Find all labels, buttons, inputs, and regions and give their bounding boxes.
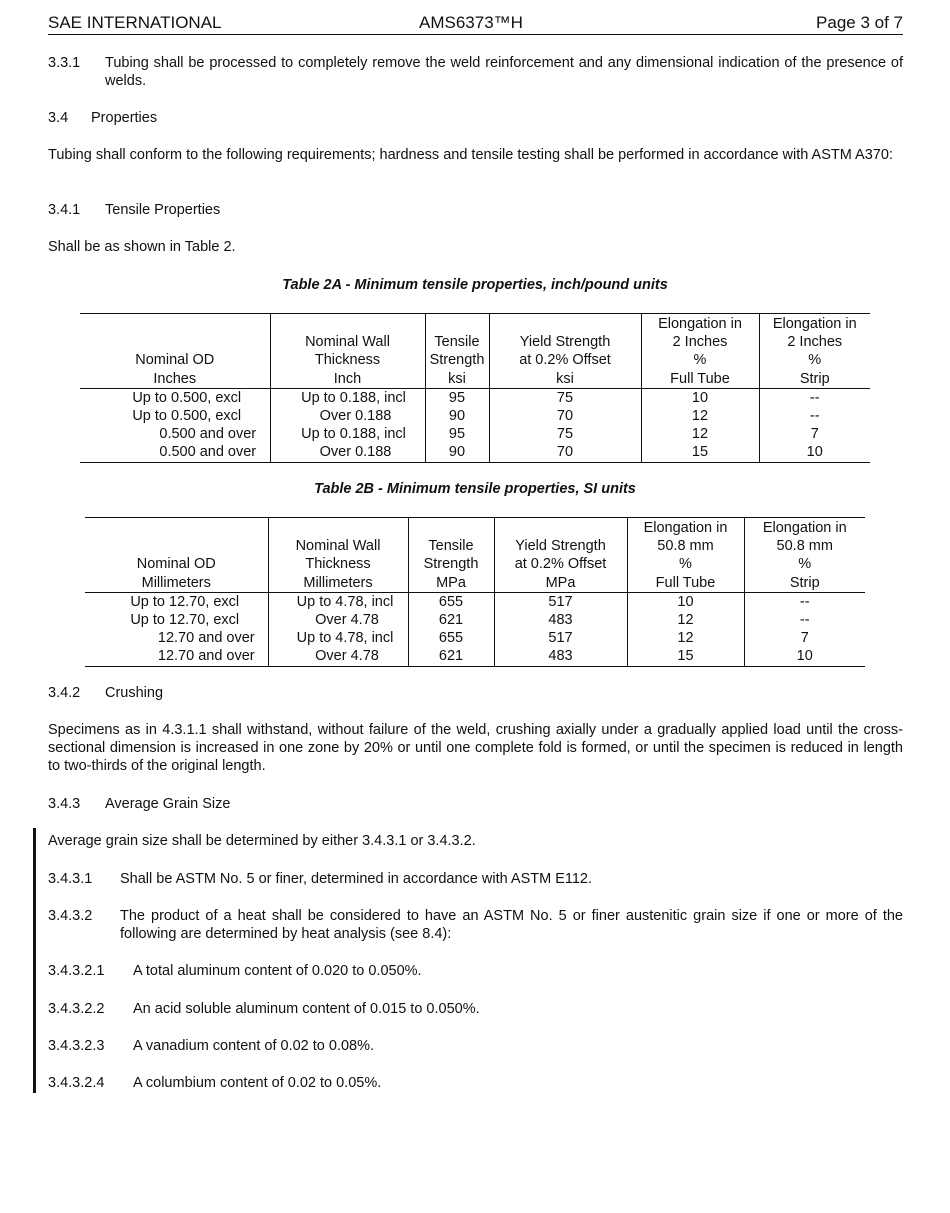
column-header-line: % [808, 352, 822, 369]
cell-elongation-full-tube: 15 [641, 443, 759, 462]
column-header-line: ksi [448, 370, 466, 387]
section-heading: Properties [91, 110, 158, 126]
section-number: 3.4.1 [48, 202, 81, 218]
column-header-line [85, 537, 268, 555]
table-row [85, 629, 865, 647]
table-2a-caption: Table 2A - Minimum tensile properties, inch/pound units [282, 277, 668, 293]
section-3-4-3-2-2-text: An acid soluble aluminum content of 0.015 to 0.050%. [133, 1001, 480, 1017]
table-2a [80, 313, 870, 463]
cell-elongation-full-tube: 12 [627, 611, 744, 629]
column-header-elongation-full-tube [627, 518, 744, 593]
column-header-line: Thickness [314, 352, 381, 369]
column-header-line: Inches [153, 370, 197, 387]
cell-yield-strength: 517 [494, 592, 627, 611]
section-3-4-3-2-3-text: A vanadium content of 0.02 to 0.08%. [133, 1038, 375, 1054]
cell-elongation-full-tube: 10 [627, 592, 744, 611]
column-header-line: ksi [556, 370, 574, 387]
cell-nominal-wall: Over 0.188 [270, 407, 425, 425]
column-header-line [269, 519, 408, 537]
column-header-line: Nominal Wall [305, 334, 390, 351]
section-3-4-text: Tubing shall conform to the following requirements; hardness and tensile testing shall be performed in accordance with ASTM A370: [48, 147, 893, 163]
column-header-nominal-od [85, 518, 268, 593]
cell-tensile-strength: 621 [408, 647, 494, 666]
section-3-4-3-2-1-text: A total aluminum content of 0.020 to 0.050%. [133, 963, 422, 979]
cell-yield-strength: 517 [494, 629, 627, 647]
column-header-elongation-strip [744, 518, 865, 593]
table-row [85, 647, 865, 666]
column-header-line: Millimeters [141, 574, 211, 591]
section-3-4-3-2-text: The product of a heat shall be considered to have an ASTM No. 5 or finer austenitic grain size if one or more of the following are determined by heat analysis (see 8.4): [120, 908, 903, 942]
column-header-line: Elongation in [643, 520, 728, 536]
column-header-yield-strength [494, 518, 627, 593]
column-header-line [426, 315, 489, 333]
column-header-line: Tensile [428, 538, 474, 555]
table-row [80, 388, 870, 407]
cell-elongation-strip: 7 [800, 630, 809, 647]
cell-tensile-strength: 90 [425, 407, 489, 425]
cell-nominal-od: Up to 0.500, excl [80, 407, 270, 425]
document-id: AMS6373™H [419, 13, 523, 32]
cell-elongation-full-tube: 10 [641, 388, 759, 407]
cell-yield-strength: 75 [489, 425, 641, 443]
column-header-tensile-strength [408, 518, 494, 593]
cell-elongation-strip: -- [809, 389, 820, 406]
section-number: 3.3.1 [48, 55, 81, 71]
cell-elongation-strip: 10 [796, 648, 813, 665]
section-number: 3.4.3.2.2 [48, 1001, 105, 1017]
page-number: Page 3 of 7 [816, 13, 903, 32]
column-header-line [495, 519, 627, 537]
cell-nominal-wall: Up to 4.78, incl [268, 629, 408, 647]
column-header-line: % [798, 556, 812, 573]
column-header-line: Tensile [434, 334, 480, 351]
cell-nominal-wall: Over 4.78 [268, 611, 408, 629]
section-3-4-2-text: Specimens as in 4.3.1.1 shall withstand, without failure of the weld, crushing axially under a gradually applied load until the cross-sectional dimension is increased in one zone by 20% or until one complete fold is formed, or until the specimen is reduced in length to two-thirds of the original length. [48, 722, 903, 774]
column-header-line: at 0.2% Offset [514, 556, 607, 573]
column-header-line: Elongation in [658, 316, 742, 332]
cell-tensile-strength: 655 [408, 629, 494, 647]
cell-elongation-full-tube: 12 [641, 407, 759, 425]
column-header-line: Strength [423, 556, 479, 573]
cell-nominal-od: Up to 12.70, excl [85, 592, 268, 611]
cell-nominal-wall: Up to 4.78, incl [268, 592, 408, 611]
column-header-line: Elongation in [762, 520, 847, 536]
column-header-line: MPa [545, 574, 576, 591]
section-heading: Average Grain Size [105, 796, 231, 812]
cell-tensile-strength: 95 [425, 388, 489, 407]
cell-yield-strength: 70 [489, 407, 641, 425]
cell-tensile-strength: 95 [425, 425, 489, 443]
cell-nominal-od: Up to 12.70, excl [85, 611, 268, 629]
column-header-elongation-strip [759, 314, 870, 389]
column-header-line: Yield Strength [515, 538, 606, 555]
table-row [85, 611, 865, 629]
column-header-line [80, 315, 270, 333]
table-row [80, 407, 870, 425]
cell-nominal-wall: Up to 0.188, incl [270, 388, 425, 407]
column-header-nominal-wall [268, 518, 408, 593]
cell-elongation-full-tube: 15 [627, 647, 744, 666]
table-row [80, 425, 870, 443]
cell-tensile-strength: 655 [408, 592, 494, 611]
section-3-4-3-2-4-text: A columbium content of 0.02 to 0.05%. [133, 1075, 382, 1091]
column-header-line: Millimeters [303, 574, 373, 591]
cell-nominal-od: 0.500 and over [80, 425, 270, 443]
column-header-elongation-full-tube [641, 314, 759, 389]
column-header-line: Yield Strength [519, 334, 611, 351]
table-2b-caption: Table 2B - Minimum tensile properties, SI units [314, 481, 636, 497]
column-header-tensile-strength [425, 314, 489, 389]
column-header-nominal-od [80, 314, 270, 389]
section-heading: Crushing [105, 685, 164, 701]
section-3-4-3-text: Average grain size shall be determined by either 3.4.3.1 or 3.4.3.2. [48, 833, 476, 849]
column-header-line: at 0.2% Offset [519, 352, 611, 369]
section-number: 3.4 [48, 110, 69, 126]
cell-nominal-od: 12.70 and over [85, 629, 268, 647]
section-number: 3.4.3.2.3 [48, 1038, 105, 1054]
section-3-4-3-1-text: Shall be ASTM No. 5 or finer, determined in accordance with ASTM E112. [120, 871, 593, 887]
column-header-line [271, 315, 425, 333]
column-header-line [490, 315, 641, 333]
column-header-line: Strip [799, 370, 830, 387]
column-header-line [409, 519, 494, 537]
cell-elongation-strip: 10 [806, 444, 823, 461]
cell-elongation-strip: 7 [810, 426, 819, 443]
page-header [48, 13, 903, 35]
cell-yield-strength: 75 [489, 388, 641, 407]
cell-elongation-strip: -- [799, 612, 810, 629]
column-header-line [80, 333, 270, 351]
cell-yield-strength: 483 [494, 647, 627, 666]
cell-tensile-strength: 90 [425, 443, 489, 462]
revision-change-bar [33, 828, 36, 1093]
cell-nominal-od: 12.70 and over [85, 647, 268, 666]
column-header-line: Strength [429, 352, 485, 369]
cell-nominal-wall: Over 4.78 [268, 647, 408, 666]
column-header-line: Full Tube [655, 574, 716, 591]
org-name: SAE INTERNATIONAL [48, 13, 222, 32]
section-number: 3.4.3.2 [48, 908, 93, 924]
column-header-line: 50.8 mm [776, 538, 833, 555]
column-header-line [85, 519, 268, 537]
table-row [85, 592, 865, 611]
section-3-4-1-text: Shall be as shown in Table 2. [48, 239, 236, 255]
column-header-line: Nominal OD [136, 556, 216, 573]
cell-elongation-strip: -- [799, 593, 810, 610]
cell-yield-strength: 70 [489, 443, 641, 462]
table-header-row [80, 314, 870, 389]
column-header-line: % [693, 352, 707, 369]
column-header-line: Nominal Wall [295, 538, 381, 555]
table-row [80, 443, 870, 462]
cell-nominal-od: 0.500 and over [80, 443, 270, 462]
section-number: 3.4.3.2.1 [48, 963, 105, 979]
table-2b [85, 517, 865, 667]
section-number: 3.4.2 [48, 685, 81, 701]
column-header-line: Full Tube [670, 370, 730, 387]
column-header-yield-strength [489, 314, 641, 389]
column-header-line: Inch [333, 370, 362, 387]
column-header-line: % [679, 556, 692, 573]
cell-yield-strength: 483 [494, 611, 627, 629]
section-number: 3.4.3.1 [48, 871, 93, 887]
column-header-line: Elongation in [772, 316, 857, 332]
section-number: 3.4.3.2.4 [48, 1075, 105, 1091]
column-header-line: 2 Inches [672, 334, 728, 351]
column-header-line: Nominal OD [135, 352, 215, 369]
cell-nominal-od: Up to 0.500, excl [80, 388, 270, 407]
column-header-line: Strip [789, 574, 820, 591]
cell-elongation-full-tube: 12 [641, 425, 759, 443]
section-3-3-1-text: Tubing shall be processed to completely remove the weld reinforcement and any dimensional indication of the presence of welds. [105, 55, 903, 89]
column-header-nominal-wall [270, 314, 425, 389]
section-number: 3.4.3 [48, 796, 81, 812]
table-header-row [85, 518, 865, 593]
cell-nominal-wall: Over 0.188 [270, 443, 425, 462]
cell-nominal-wall: Up to 0.188, incl [270, 425, 425, 443]
cell-elongation-full-tube: 12 [627, 629, 744, 647]
column-header-line: 50.8 mm [657, 538, 714, 555]
cell-tensile-strength: 621 [408, 611, 494, 629]
section-heading: Tensile Properties [105, 202, 221, 218]
cell-elongation-strip: -- [809, 408, 820, 425]
column-header-line: MPa [436, 574, 466, 591]
column-header-line: 2 Inches [787, 334, 843, 351]
column-header-line: Thickness [305, 556, 371, 573]
